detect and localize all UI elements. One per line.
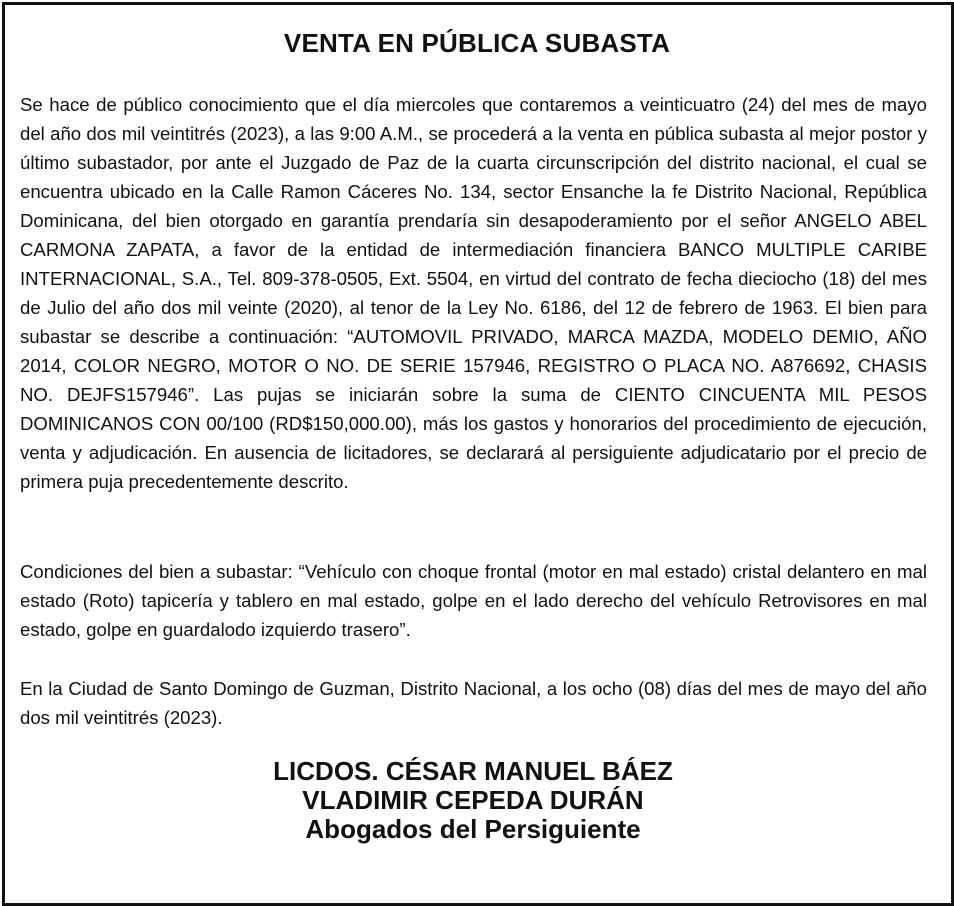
date-location-paragraph: En la Ciudad de Santo Domingo de Guzman, Distrito Nacional, a los ocho (08) días del mes de mayo del año dos mil veintitrés (2023).: [20, 678, 927, 728]
signature-block: [0, 757, 946, 844]
item-conditions-paragraph: Condiciones del bien a subastar: “Vehículo con choque frontal (motor en mal estado) cristal delantero en mal estado (Roto) tapicería y tablero en mal estado, golpe en el lado derecho del vehículo Retrovisores en mal estado, golpe en guardalodo izquierdo trasero”.: [20, 561, 927, 640]
notice-title: VENTA EN PÚBLICA SUBASTA: [283, 28, 671, 58]
signature-line-second-lawyer: VLADIMIR CEPEDA DURÁN: [302, 785, 644, 815]
signature-line-role: Abogados del Persiguiente: [305, 814, 641, 844]
signature-line-lawyers: LICDOS. CÉSAR MANUEL BÁEZ: [273, 756, 673, 786]
auction-details-paragraph: Se hace de público conocimiento que el día miercoles que contaremos a veinticuatro (24) del mes de mayo del año dos mil veintitrés (2023), a las 9:00 A.M., se procederá a la venta en pública subasta al mejor postor y último subastador, por ante el Juzgado de Paz de la cuarta circunscripción del distrito nacional, el cual se encuentra ubicado en la Calle Ramon Cáceres No. 134, sector Ensanche la fe Distrito Nacional, República Dominicana, del bien otorgado en garantía prendaría sin desapoderamiento por el señor ANGELO ABEL CARMONA ZAPATA, a favor de la entidad de intermediación financiera BANCO MULTIPLE CARIBE INTERNACIONAL, S.A., Tel. 809-378-0505, Ext. 5504, en virtud del contrato de fecha dieciocho (18) del mes de Julio del año dos mil veinte (2020), al tenor de la Ley No. 6186, del 12 de febrero de 1963. El bien para subastar se describe a continuación: “AUTOMOVIL PRIVADO, MARCA MAZDA, MODELO DEMIO, AÑO 2014, COLOR NEGRO, MOTOR O NO. DE SERIE 157946, REGISTRO O PLACA NO. A876692, CHASIS NO. DEJFS157946”. Las pujas se iniciarán sobre la suma de CIENTO CINCUENTA MIL PESOS DOMINICANOS CON 00/100 (RD$150,000.00), más los gastos y honorarios del procedimiento de ejecución, venta y adjudicación. En ausencia de licitadores, se declarará al persiguiente adjudicatario por el precio de primera puja precedentemente descrito.: [20, 94, 927, 492]
